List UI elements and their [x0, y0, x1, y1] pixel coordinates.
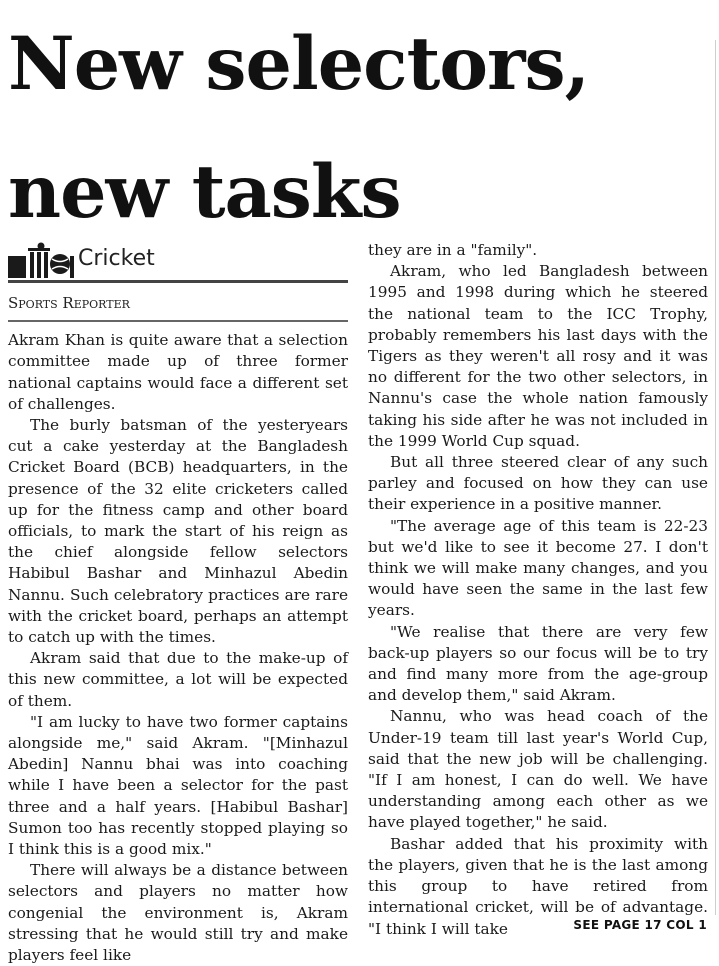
- paragraph: Nannu, who was head coach of the Under-19 team till last year's World Cup, said that the new job will be challenging. "If I am honest, I can do well. We have understanding among each other as we have played together," he said.: [368, 707, 708, 832]
- section-rule: [8, 280, 348, 283]
- paragraph: Akram, who led Bangladesh between 1995 and 1998 during which he steered the national team to the ICC Trophy, probably remembers his last days with the Tigers as they weren't all rosy and it was no different for the two other selectors, in Nannu's case the whole nation famously taking his side after he was not included in the 1999 World Cup squad.: [368, 262, 708, 450]
- paragraph: But all three steered clear of any such parley and focused on how they can use their experience in a positive manner.: [368, 453, 708, 514]
- paragraph: they are in a "family".: [368, 241, 538, 259]
- paragraph: There will always be a distance between selectors and players no matter how congenial the environment is, Akram stressing that he would still try and make players feel like: [8, 861, 348, 965]
- column-divider: [715, 40, 716, 915]
- article-column-2: [368, 240, 708, 940]
- cricket-ball-stumps-icon: [8, 242, 74, 278]
- headline-line-1: New selectors,: [8, 21, 589, 107]
- paragraph: "The average age of this team is 22-23 but we'd like to see it become 27. I don't think we will make many changes, and you would have seen the same in the last few years.: [368, 516, 708, 620]
- section-kicker: [8, 238, 348, 280]
- continued-on-page-link: SEE PAGE 17 COL 1: [573, 918, 707, 932]
- paragraph: "I am lucky to have two former captains alongside me," said Akram. "[Minhazul Abedin] Nannu bhai was into coaching while I have been a selector for the past three and a half years. [Habibul Bashar] Sumon too has recently stopped playing so I think this is a good mix.": [8, 712, 348, 859]
- paragraph: Akram Khan is quite aware that a selection committee made up of three former national captains would face a different set of challenges.: [8, 331, 348, 413]
- paragraph: Bashar added that his proximity with the players, given that he is the last among this group to have retired from international cricket, will be of advantage. "I think I will take: [368, 834, 708, 938]
- paragraph: Akram said that due to the make-up of this new committee, a lot will be expected of them.: [8, 649, 348, 710]
- paragraph: "We realise that there are very few back-up players so our focus will be to try and find many more from the age-group and develop them," said Akram.: [368, 622, 708, 705]
- headline: [8, 0, 708, 256]
- headline-line-2: new tasks: [8, 149, 401, 235]
- article-column-1: [8, 238, 348, 966]
- section-label: Cricket: [78, 246, 155, 271]
- paragraph: The burly batsman of the yesteryears cut a cake yesterday at the Bangladesh Cricket Board (BCB) headquarters, in the presence of the 32 elite cricketers called up for the fitness camp and other board officials, to mark the start of his reign as the chief alongside fellow selectors Habibul Bashar and Minhazul Abedin Nannu. Such celebratory practices are rare with the cricket board, perhaps an attempt to catch up with the times.: [8, 416, 348, 647]
- byline: Sports Reporter: [8, 293, 348, 322]
